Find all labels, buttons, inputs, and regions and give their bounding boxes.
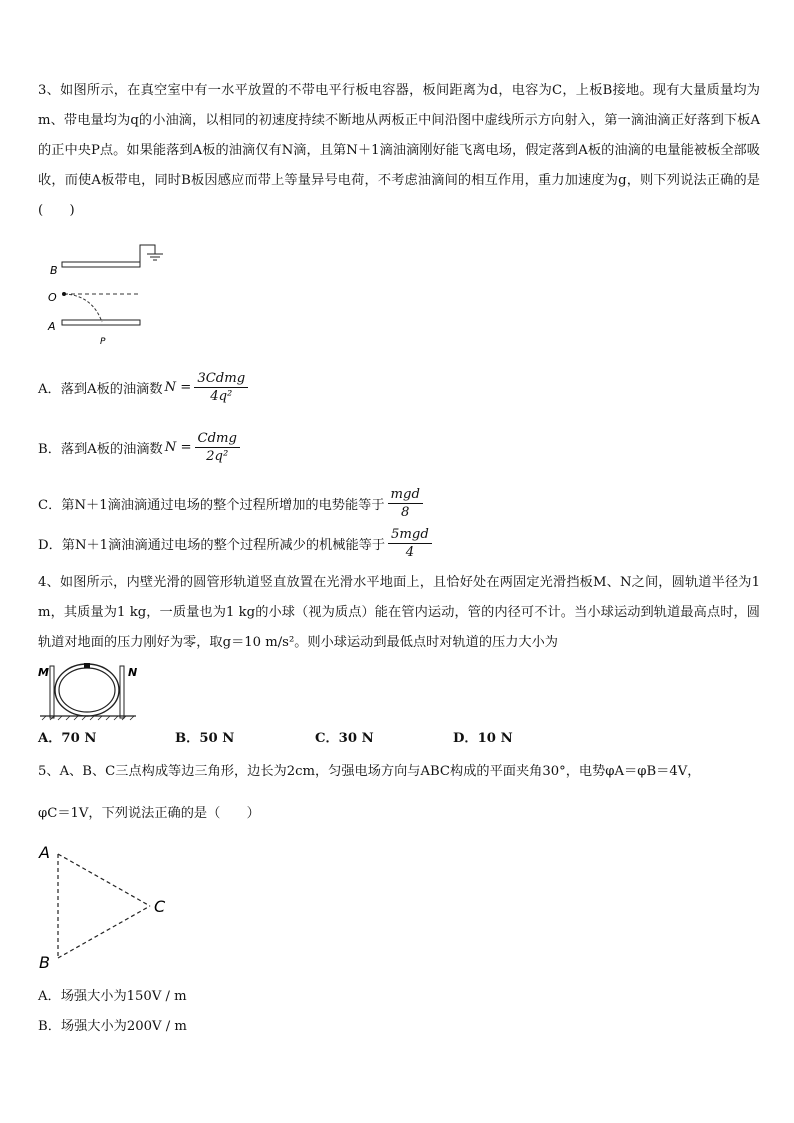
plate-m [50, 666, 54, 718]
q3-option-d-fraction: $\frac{\text{5mgd}}{4}$ [388, 526, 432, 561]
circular-track-diagram [36, 658, 146, 722]
capacitor-diagram [40, 240, 180, 350]
droplet-trajectory [64, 294, 102, 322]
question-5-line-1: 5、A、B、C三点构成等边三角形，边长为2cm，匀强电场方向与ABC构成的平面夹角30°，电势φA＝φB＝4V， [38, 764, 701, 779]
q3-option-c: C．第N＋1滴油滴通过电场的整个过程所增加的电势能等于 $\frac{\text{mgd}}{8}$ [38, 486, 423, 521]
question-4-text: 4、如图所示，内壁光滑的圆管形轨道竖直放置在光滑水平地面上，且恰好处在两固定光滑挡板M、N之间，圆轨道半径为1 m，其质量为1 kg，一质量也为1 kg的小球（视为质点）能在管内运动，管的内径可不计。当小球运动到轨道最高点时，圆轨道对地面的压力刚好为零，取g＝10 m/s²。则小球运动到最低点时对轨道的压力大小为 [38, 575, 760, 650]
q3-option-a: A．落到A板的油滴数 N = $\frac{\text{3Cdmg}}{\text{4q²}}$ [38, 370, 248, 405]
q3-option-b-fraction: $\frac{\text{Cdmg}}{\text{2q²}}$ [195, 430, 240, 465]
plate-n [120, 666, 124, 718]
edge-bc [58, 906, 150, 958]
label-o: O [48, 291, 57, 304]
ball-icon [84, 663, 90, 668]
q4-choice-b: B．50 N [175, 731, 235, 746]
q5-option-b: B．场强大小为200V / m [38, 1019, 187, 1034]
triangle-diagram [34, 840, 184, 974]
label-b: B [39, 953, 50, 972]
label-c: C [154, 897, 166, 916]
q5-option-a: A．场强大小为150V / m [38, 989, 187, 1004]
edge-ac [58, 854, 150, 906]
label-m: M [38, 666, 49, 679]
label-b: B [50, 264, 58, 277]
q4-choice-a: A．70 N [38, 731, 97, 746]
question-5-line-2: φC＝1V，下列说法正确的是（ ） [38, 806, 260, 821]
q3-option-c-fraction: $\frac{\text{mgd}}{8}$ [388, 486, 423, 521]
label-p: P [100, 337, 106, 347]
q3-option-a-fraction: $\frac{\text{3Cdmg}}{\text{4q²}}$ [194, 370, 248, 405]
plate-a [62, 320, 140, 325]
circular-tube-outer [55, 664, 119, 716]
label-a: A [48, 320, 56, 333]
circular-tube-inner [59, 668, 115, 712]
q3-option-d: D．第N＋1滴油滴通过电场的整个过程所减少的机械能等于 $\frac{\text{5mgd}}{4}$ [38, 526, 432, 561]
label-a: A [39, 843, 50, 862]
q4-choice-c: C．30 N [315, 731, 374, 746]
q3-option-b: B．落到A板的油滴数 N = $\frac{\text{Cdmg}}{\text{2q²}}$ [38, 430, 240, 465]
q4-choice-d: D．10 N [453, 731, 513, 746]
plate-b [62, 262, 140, 267]
label-n: N [128, 666, 138, 679]
droplet-icon [62, 292, 66, 296]
question-3-text: 3、如图所示，在真空室中有一水平放置的不带电平行板电容器，板间距离为d，电容为C，上板B接地。现有大量质量均为m、带电量均为q的小油滴，以相同的初速度持续不断地从两板正中间沿图中虚线所示方向射入，第一滴油滴正好落到下板A的正中央P点。如果能落到A板的油滴仅有N滴，且第N＋1滴油滴刚好能飞离电场，假定落到A板的油滴的电量能被板全部吸收，而使A板带电，同时B板因感应而带上等量异号电荷，不考虑油滴间的相互作用，重力加速度为g，则下列说法正确的是( ) [38, 83, 760, 218]
